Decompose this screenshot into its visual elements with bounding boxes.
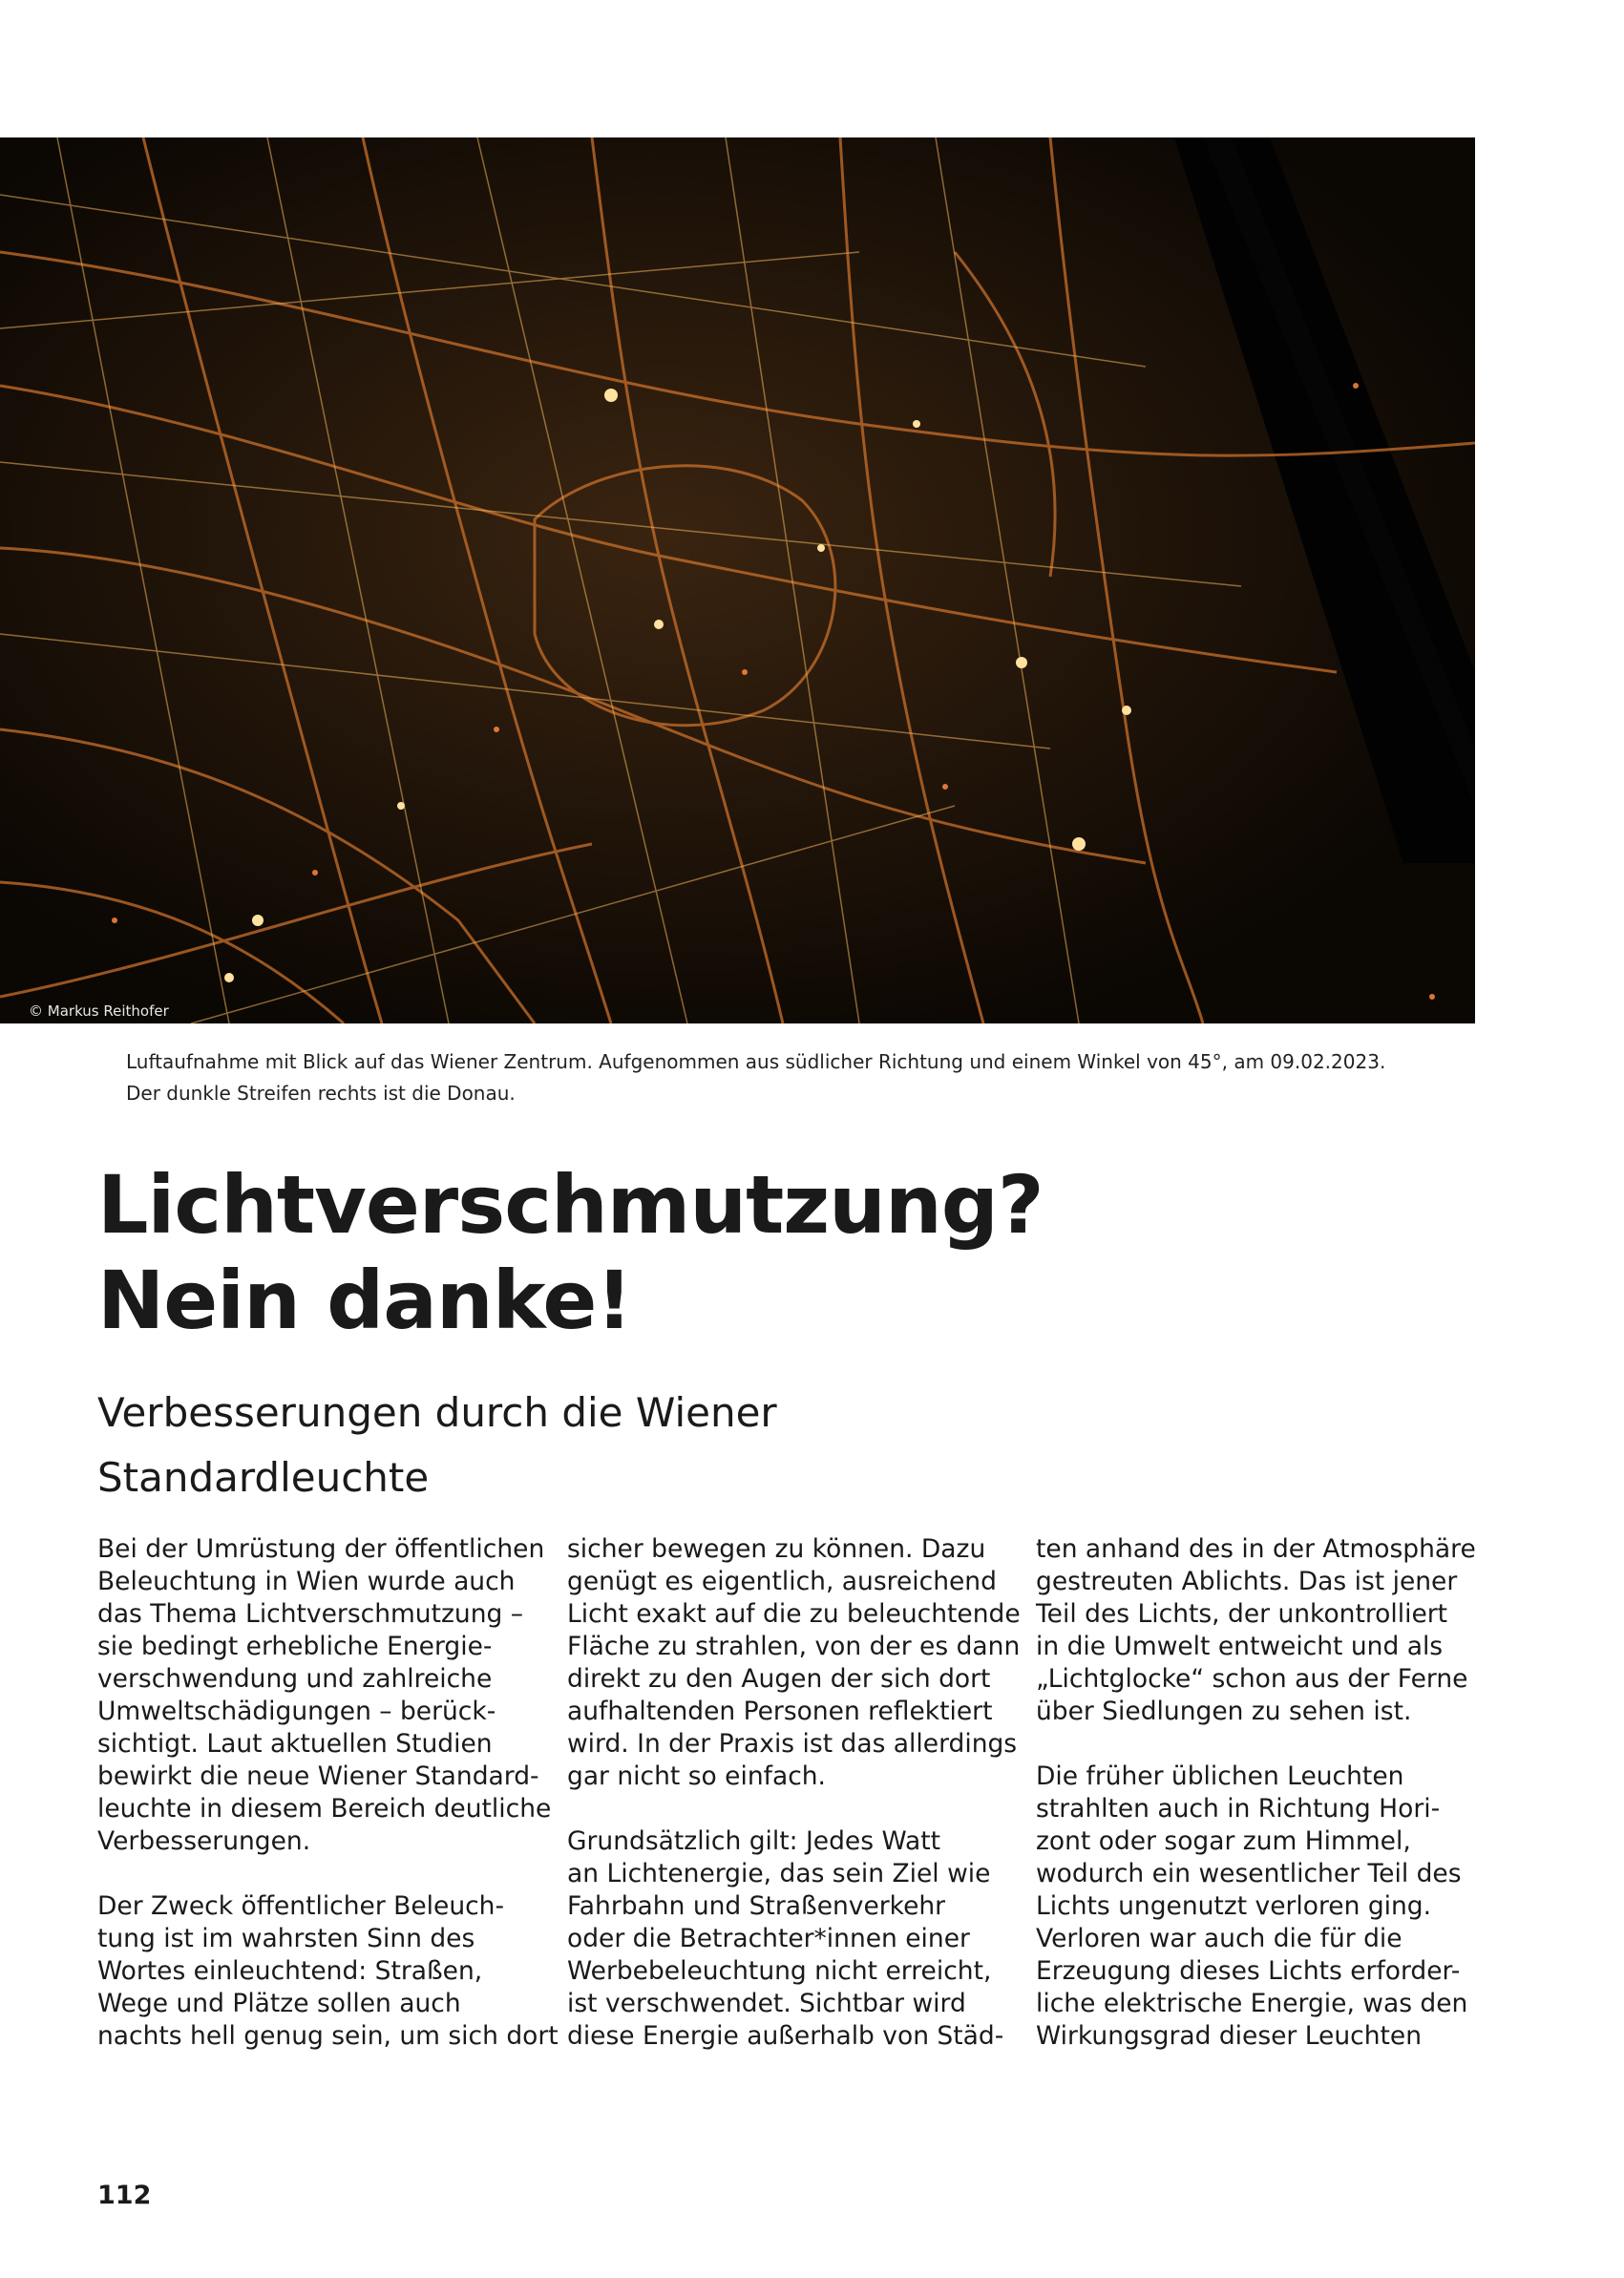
body-text-line: gar nicht so einfach. — [567, 1761, 826, 1791]
article-subtitle — [97, 1381, 1148, 1510]
body-text-line: an Lichtenergie, das sein Ziel wie — [567, 1859, 991, 1888]
body-text-line: Die früher üblichen Leuchten — [1036, 1761, 1404, 1791]
body-text-line: Verloren war auch die für die — [1036, 1924, 1403, 1953]
city-lights-illustration — [0, 137, 1475, 1023]
subtitle-line: Verbesserungen durch die Wiener — [97, 1389, 777, 1436]
body-text-line: verschwendung und zahlreiche — [97, 1664, 493, 1694]
aerial-photo-vienna-night — [0, 137, 1475, 1023]
paragraph-gap — [1036, 1728, 1485, 1761]
body-text-line: aufhaltenden Personen reflektiert — [567, 1697, 993, 1726]
paragraph-gap — [97, 1858, 546, 1890]
body-text-line: Licht exakt auf die zu beleuchtende — [567, 1599, 1021, 1629]
body-column-1 — [97, 1533, 559, 2053]
body-text-line: Fahrbahn und Straßenverkehr — [567, 1891, 946, 1921]
body-text-line: wird. In der Praxis ist das allerdings — [567, 1729, 1018, 1759]
body-text-line: tung ist im wahrsten Sinn des — [97, 1924, 475, 1953]
body-text-line: oder die Betrachter*innen einer — [567, 1924, 970, 1953]
body-text-line: Beleuchtung in Wien wurde auch — [97, 1567, 516, 1596]
photo-credit: © Markus Reithofer — [29, 1002, 169, 1020]
body-text-line: Fläche zu strahlen, von der es dann — [567, 1632, 1021, 1661]
body-text-line: sie bedingt erhebliche Energie- — [97, 1632, 493, 1661]
body-column-3 — [1036, 1533, 1485, 2053]
body-text-line: Umweltschädigungen – berück- — [97, 1697, 496, 1726]
body-text-line: Erzeugung dieses Lichts erforder- — [1036, 1956, 1461, 1986]
body-text-line: zont oder sogar zum Himmel, — [1036, 1826, 1411, 1856]
body-text-line: Wortes einleuchtend: Straßen, — [97, 1956, 483, 1986]
body-text-line: „Lichtglocke“ schon aus der Ferne — [1036, 1664, 1468, 1694]
body-text-line: Wirkungsgrad dieser Leuchten — [1036, 2021, 1422, 2051]
article-title — [97, 1157, 1482, 1348]
body-text-line: Lichts ungenutzt verloren ging. — [1036, 1891, 1432, 1921]
body-text-line: Teil des Lichts, der unkontrolliert — [1036, 1599, 1448, 1629]
page-number: 112 — [97, 2181, 152, 2210]
body-text-line: diese Energie außerhalb von Städ- — [567, 2021, 1004, 2051]
body-text-line: bewirkt die neue Wiener Standard- — [97, 1761, 539, 1791]
caption-line: Der dunkle Streifen rechts ist die Donau. — [126, 1082, 516, 1105]
body-text-line: Werbebeleuchtung nicht erreicht, — [567, 1956, 992, 1986]
body-text-line: in die Umwelt entweicht und als — [1036, 1632, 1444, 1661]
body-text-line: Wege und Plätze sollen auch — [97, 1989, 461, 2018]
body-text-line: nachts hell genug sein, um sich dort — [97, 2021, 559, 2051]
body-text-line: über Siedlungen zu sehen ist. — [1036, 1697, 1412, 1726]
body-text-line: ten anhand des in der Atmosphäre — [1036, 1534, 1476, 1564]
paragraph-gap — [567, 1793, 1016, 1825]
body-text-line: das Thema Lichtverschmutzung – — [97, 1599, 523, 1629]
body-text-line: sicher bewegen zu können. Dazu — [567, 1534, 986, 1564]
body-text-line: wodurch ein wesentlicher Teil des — [1036, 1859, 1462, 1888]
body-text-line: Der Zweck öffentlicher Beleuch- — [97, 1891, 505, 1921]
body-column-2 — [567, 1533, 1021, 2053]
body-text-line: gestreuten Ablichts. Das ist jener — [1036, 1567, 1458, 1596]
body-text-line: genügt es eigentlich, ausreichend — [567, 1567, 997, 1596]
body-text-line: leuchte in diesem Bereich deutliche — [97, 1794, 552, 1824]
body-text-line: direkt zu den Augen der sich dort — [567, 1664, 991, 1694]
subtitle-line: Standardleuchte — [97, 1454, 430, 1501]
caption-line: Luftaufnahme mit Blick auf das Wiener Zentrum. Aufgenommen aus südlicher Richtung und einem Winkel von 45°, am 09.02.2023. — [126, 1050, 1386, 1073]
body-text-line: sichtigt. Laut aktuellen Studien — [97, 1729, 493, 1759]
body-text-line: Bei der Umrüstung der öffentlichen — [97, 1534, 545, 1564]
body-text-line: Grundsätzlich gilt: Jedes Watt — [567, 1826, 940, 1856]
title-line: Nein danke! — [97, 1254, 632, 1347]
photo-caption — [126, 1046, 1482, 1109]
body-text-line: liche elektrische Energie, was den — [1036, 1989, 1468, 2018]
body-text-line: ist verschwendet. Sichtbar wird — [567, 1989, 966, 2018]
body-text-line: Verbesserungen. — [97, 1826, 311, 1856]
title-line: Lichtverschmutzung? — [97, 1158, 1044, 1252]
body-text-line: strahlten auch in Richtung Hori- — [1036, 1794, 1441, 1824]
